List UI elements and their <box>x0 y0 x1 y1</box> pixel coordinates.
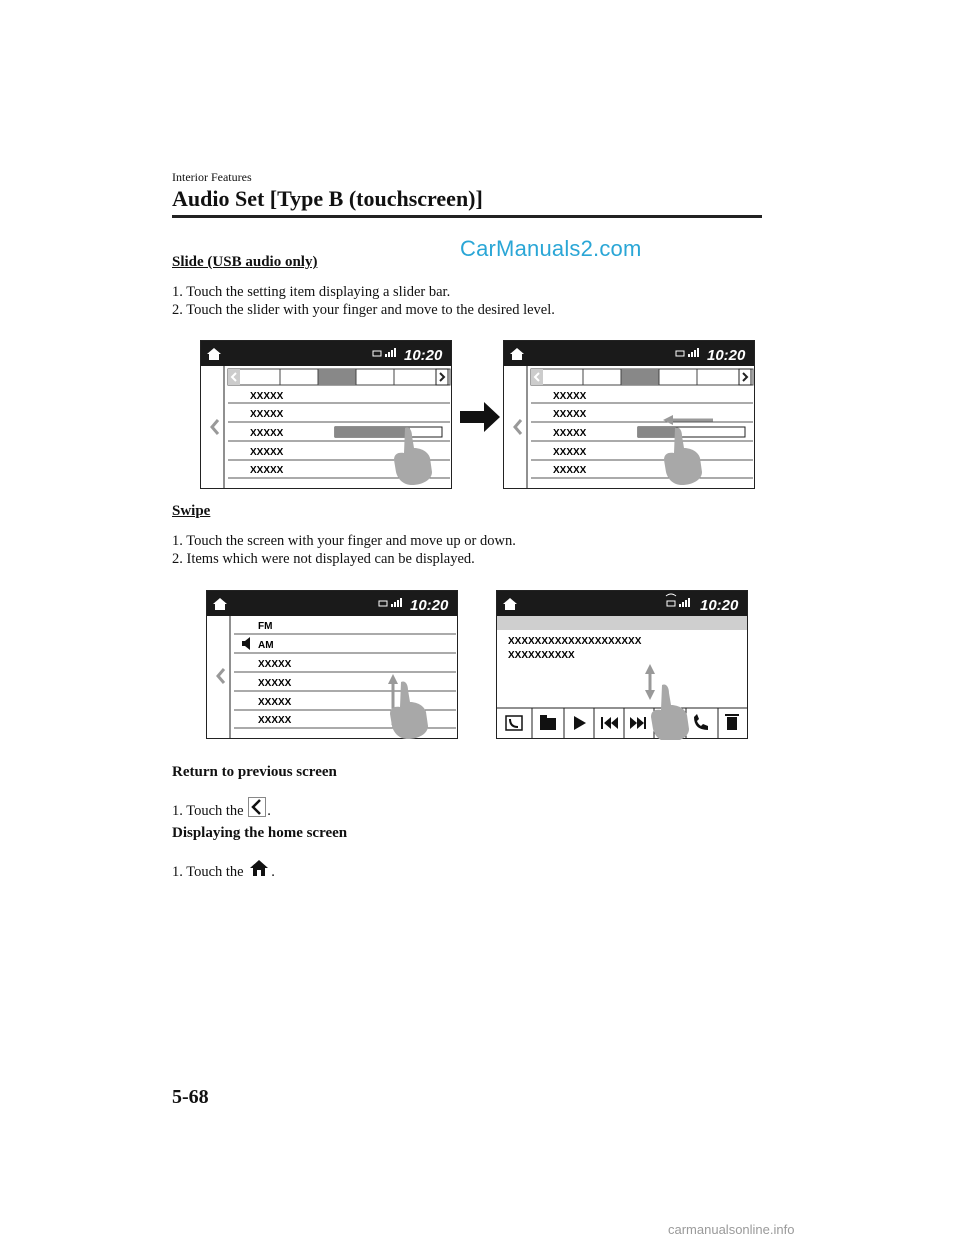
return-step-suffix: . <box>267 803 271 819</box>
list-item-am: AM <box>258 640 274 651</box>
swipe-step-2: 2. Items which were not displayed can be displayed. <box>172 551 475 567</box>
page-title: Audio Set [Type B (touchscreen)] <box>172 186 483 211</box>
list-item: XXXXX <box>553 465 587 476</box>
swipe-heading: Swipe <box>172 503 211 519</box>
tab-bar <box>228 369 450 385</box>
transition-arrow-icon <box>460 400 502 434</box>
home-step-suffix: . <box>271 864 275 880</box>
slide-screen-after <box>503 340 755 490</box>
list-item: XXXXX <box>258 678 292 689</box>
track-title-line-2: XXXXXXXXXX <box>508 650 575 661</box>
clock: 10:20 <box>707 347 746 364</box>
list-item: XXXXX <box>553 447 587 458</box>
clock: 10:20 <box>404 347 443 364</box>
list-item: XXXXX <box>553 391 587 402</box>
slide-step-1: 1. Touch the setting item displaying a slider bar. <box>172 284 451 300</box>
list-item: XXXXX <box>250 465 284 476</box>
list-item: XXXXX <box>250 447 284 458</box>
home-step-prefix: 1. Touch the <box>172 864 244 880</box>
tab-bar <box>531 369 753 385</box>
list-item: XXXXX <box>258 715 292 726</box>
back-icon <box>248 797 266 822</box>
return-step-prefix: 1. Touch the <box>172 803 244 819</box>
list-item: XXXXX <box>250 391 284 402</box>
list-item: XXXXX <box>258 659 292 670</box>
clock: 10:20 <box>700 597 739 614</box>
slider-bar <box>638 427 745 437</box>
track-title-line-1: XXXXXXXXXXXXXXXXXXXX <box>508 636 642 647</box>
slider-bar <box>335 427 442 437</box>
section-label: Interior Features <box>172 170 252 184</box>
swipe-screen-list <box>206 590 458 740</box>
page-number: 5-68 <box>172 1086 209 1108</box>
list-item-fm: FM <box>258 621 273 632</box>
swipe-step-1: 1. Touch the screen with your finger and move up or down. <box>172 533 516 549</box>
slide-screen-before <box>200 340 452 490</box>
list-item: XXXXX <box>553 428 587 439</box>
list-item: XXXXX <box>553 409 587 420</box>
watermark-bottom: carmanualsonline.info <box>668 1222 795 1237</box>
home-step <box>172 858 275 883</box>
home-icon <box>248 858 270 883</box>
title-rule <box>172 215 762 218</box>
watermark-top: CarManuals2.com <box>460 236 642 261</box>
slide-step-2: 2. Touch the slider with your finger and move to the desired level. <box>172 302 555 318</box>
slide-heading: Slide (USB audio only) <box>172 254 318 270</box>
list-item: XXXXX <box>258 697 292 708</box>
list-item: XXXXX <box>250 428 284 439</box>
return-step <box>172 797 271 822</box>
clock: 10:20 <box>410 597 449 614</box>
list-item: XXXXX <box>250 409 284 420</box>
return-heading: Return to previous screen <box>172 764 337 780</box>
swipe-screen-player <box>496 590 748 740</box>
home-heading: Displaying the home screen <box>172 825 348 841</box>
